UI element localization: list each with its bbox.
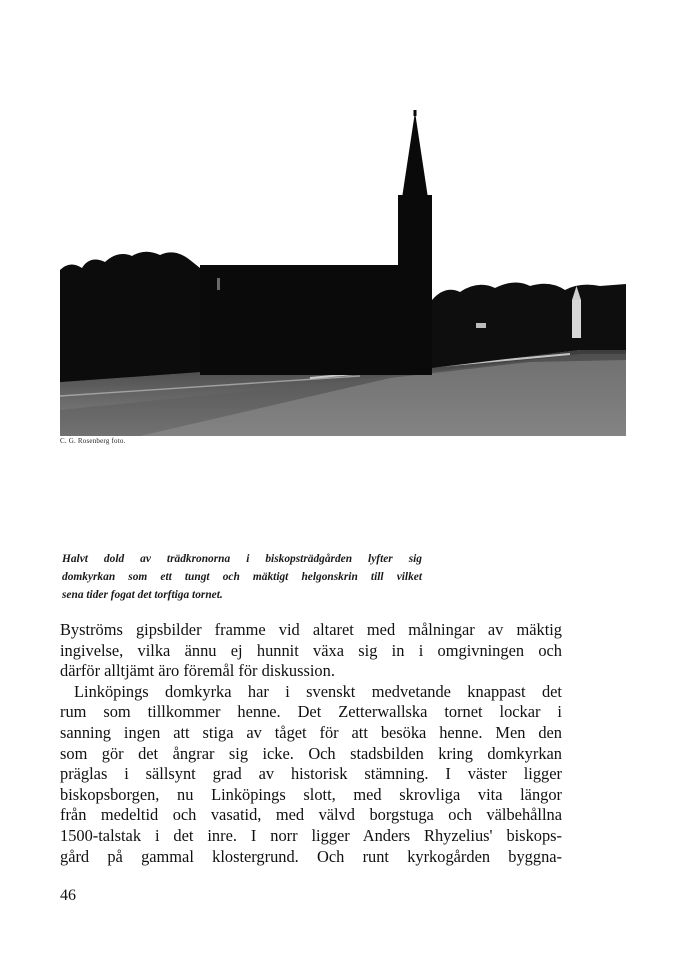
body-line: biskopsborgen, nu Linköpings slott, med skrovliga vita längor bbox=[60, 784, 562, 804]
body-line: 1500-talstak i det inre. I norr ligger Anders Rhyzelius' biskops- bbox=[60, 825, 562, 845]
body-line: sanning ingen att stiga av tåget för att besöka henne. Men den bbox=[60, 722, 562, 742]
body-line: Byströms gipsbilder framme vid altaret med målningar av mäktig bbox=[60, 620, 562, 639]
body-line: som gör det ångrar sig icke. Och stadsbilden kring domkyrkan bbox=[60, 743, 562, 763]
cathedral-silhouette-illustration bbox=[60, 110, 626, 436]
page-number: 46 bbox=[60, 887, 76, 904]
body-line: rum som tillkommer henne. Det Zetterwallska tornet lockar i bbox=[60, 702, 562, 722]
body-text bbox=[60, 620, 562, 867]
caption-line: sena tider fogat det torftiga tornet. bbox=[62, 589, 223, 601]
photo-caption bbox=[62, 550, 422, 604]
body-line: präglas i sällsynt grad av historisk stämning. I väster ligger bbox=[60, 764, 562, 784]
photo-credit: C. G. Rosenberg foto. bbox=[60, 437, 126, 445]
body-line: gård på gammal klostergrund. Och runt kyrkogården byggna- bbox=[60, 846, 562, 866]
caption-line: Halvt dold av trädkronorna i biskopsträdgården lyfter sig bbox=[62, 553, 422, 565]
body-line: därför alltjämt äro föremål för diskussion. bbox=[60, 661, 335, 681]
caption-line: domkyrkan som ett tungt och mäktigt helgonskrin till vilket bbox=[62, 571, 422, 583]
body-line: Linköpings domkyrka har i svenskt medvetande knappast det bbox=[74, 681, 562, 701]
body-line: ingivelse, vilka ännu ej hunnit växa sig in i omgivningen och bbox=[60, 640, 562, 660]
cathedral-photo bbox=[60, 110, 626, 436]
body-line: från medeltid och vasatid, med välvd borgstuga och välbehållna bbox=[60, 805, 562, 825]
